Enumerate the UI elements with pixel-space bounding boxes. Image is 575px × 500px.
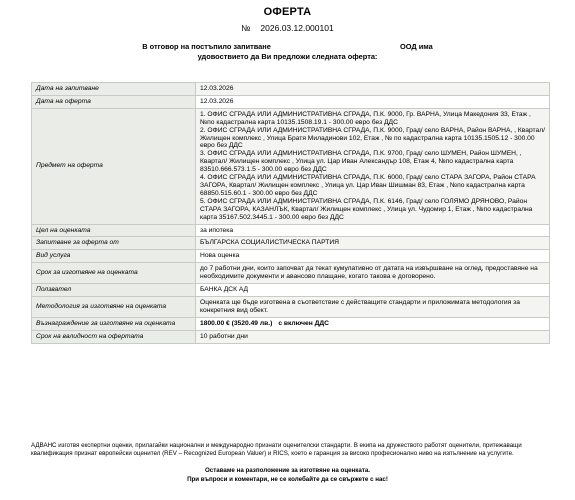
subject-item: 5. ОФИС СГРАДА ИЛИ АДМИНИСТРАТИВНА СГРАДА, П.К. 6146, Град/ село ГОЛЯМО ДРЯНОВО, Район СТАРА ЗАГОРА, КАЗАНЛЪК, Квартал/ Жилищен комплекс , Улица ул. Чудомир 1, Етаж , №по кадастрална карта 35167.502.3445.1 - 300.00 евро без ДДС xyxy=(200,197,533,221)
row-label: Предмет на оферта xyxy=(32,108,196,224)
subject-item: 3. ОФИС СГРАДА ИЛИ АДМИНИСТРАТИВНА СГРАДА, П.К. 9700, Град/ село ШУМЕН, Район ШУМЕН, , Квартал/ Жилищен комплекс , Улица ул. Цар Иван Александър 108, Етаж 4, №по кадастрална карта 83510.666.573.1.5 - 300.00 евро без ДДС xyxy=(200,150,522,174)
report-user: БАНКА ДСК АД xyxy=(196,284,550,297)
offer-number: 2026.03.12.000101 xyxy=(260,23,334,33)
table-row xyxy=(32,250,550,263)
document-title: ОФЕРТА xyxy=(263,6,312,18)
table-row xyxy=(32,296,550,317)
intro-part2: ООД има xyxy=(399,42,433,51)
offer-subject-list xyxy=(196,108,550,224)
number-sign: № xyxy=(241,23,251,33)
redacted-client-name xyxy=(273,43,398,50)
table-row xyxy=(32,83,550,96)
company-description: АДВАНС изготвя експертни оценки, прилагайки национални и международно признати оценителски стандарти. В екипа на дружеството работят оценители, притежаващи квалификация признат европейски оценител (REV – Recognized European Valuer) и RICS, което е гаранция за високо професионално ниво на изпълнение на услугите. xyxy=(31,442,522,458)
row-label: Възнаграждение за изготвяне на оценката xyxy=(32,317,196,330)
row-label: Дата на запитване xyxy=(32,83,196,96)
table-row xyxy=(32,224,550,237)
row-label: Вид услуга xyxy=(32,250,196,263)
subject-item: 1. ОФИС СГРАДА ИЛИ АДМИНИСТРАТИВНА СГРАДА, П.К. 9000, Гр. ВАРНА, Улица Македония 33, Етаж , №по кадастрална карта 10135.1508.19.1 - 300.00 евро без ДДС xyxy=(200,110,531,126)
completion-term: до 7 работни дни, които започват да текат кумулативно от датата на извършване на оглед, предоставяне на необходимите документи и авансово плащане, когато такова е договорено. xyxy=(196,263,550,284)
offer-table xyxy=(31,82,550,344)
methodology: Оценката ще бъде изготвена в съответствие с действащите стандарти и приложимата методология за конкретния вид обект. xyxy=(196,296,550,317)
row-label: Срок за изготвяне на оценката xyxy=(32,263,196,284)
table-row xyxy=(32,284,550,297)
table-row xyxy=(32,108,550,224)
intro-part1: В отговор на постъпило запитване xyxy=(142,42,271,51)
row-label: Дата на оферта xyxy=(32,95,196,108)
fee-vat-note: с включен ДДС xyxy=(278,319,329,327)
subject-item: 2. ОФИС СГРАДА ИЛИ АДМИНИСТРАТИВНА СГРАДА, П.К. 9000, Град/ село ВАРНА, Район ВАРНА, , Квартал/ Жилищен комплекс , Улица Братя Миладинови 102, Етаж , № по кадастрална карта 10135.1505.12 - 300.00 евро без ДДС xyxy=(200,126,545,150)
subject-item: 4. ОФИС СГРАДА ИЛИ АДМИНИСТРАТИВНА СГРАДА, П.К. 6000, Град/ село СТАРА ЗАГОРА, Район СТАРА ЗАГОРА, Квартал/ Жилищен комплекс , Улица ул. Цар Иван Шишман 83, Етаж , №по кадастрална карта 68850.515.60.1 - 300.00 евро без ДДС xyxy=(200,174,536,197)
table-row xyxy=(32,263,550,284)
closing-note-line1: Оставаме на разположение за изготвяне на оценката. xyxy=(204,467,371,474)
inquiry-date: 12.03.2026 xyxy=(196,83,550,96)
fee-amount: 1800.00 € (3520.49 лв.) xyxy=(200,319,273,327)
valuation-purpose: за ипотека xyxy=(196,224,550,237)
row-label: Запитване за оферта от xyxy=(32,237,196,250)
row-label: Методология за изготвяне на оценката xyxy=(32,296,196,317)
table-row xyxy=(32,330,550,343)
closing-note-line2: При въпроси и коментари, не се колебайте да се свържете с нас! xyxy=(187,476,388,483)
requested-by: БЪЛГАРСКА СОЦИАЛИСТИЧЕСКА ПАРТИЯ xyxy=(196,237,550,250)
row-label: Цел на оценката xyxy=(32,224,196,237)
offer-date: 12.03.2026 xyxy=(196,95,550,108)
table-row xyxy=(32,237,550,250)
intro-text xyxy=(60,42,515,62)
offer-number-line xyxy=(0,23,575,33)
service-type: Нова оценка xyxy=(196,250,550,263)
intro-line2: удовоствието да Ви предложи следната оферта: xyxy=(197,52,378,61)
row-label: Срок на валидност на офертата xyxy=(32,330,196,343)
closing-note xyxy=(0,466,575,484)
validity-period: 10 работни дни xyxy=(196,330,550,343)
table-row xyxy=(32,317,550,330)
fee-cell xyxy=(196,317,550,330)
row-label: Ползвател xyxy=(32,284,196,297)
table-row xyxy=(32,95,550,108)
